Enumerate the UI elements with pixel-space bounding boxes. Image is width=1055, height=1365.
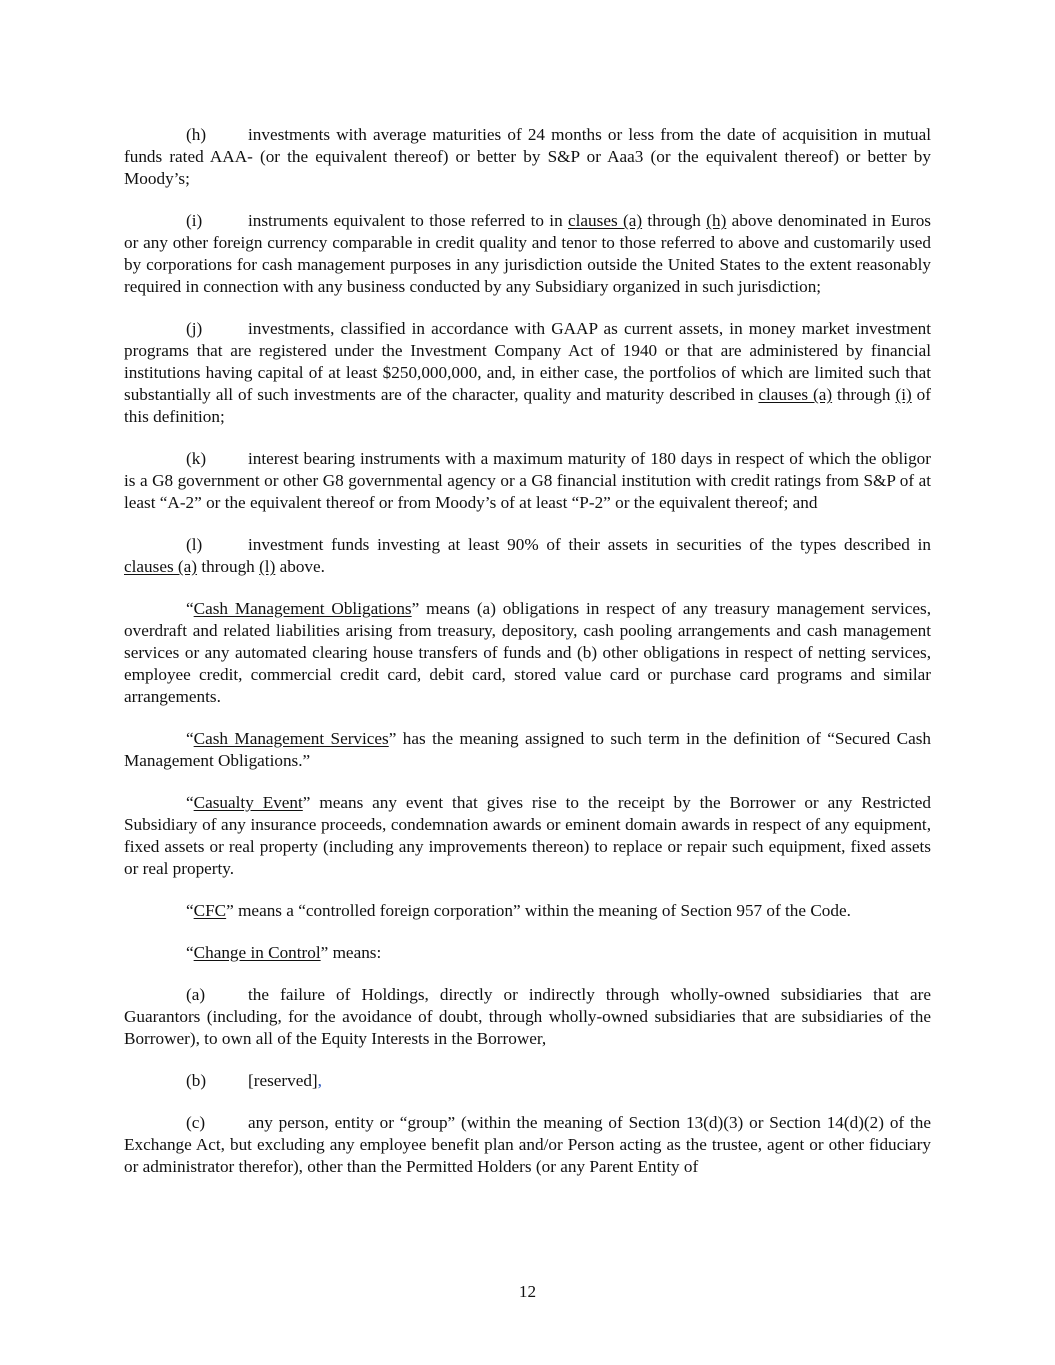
clause-text: above. xyxy=(275,557,325,576)
revision-mark: , xyxy=(317,1071,322,1090)
change-in-control-clause-a xyxy=(124,984,931,1050)
clause-text: instruments equivalent to those referred to in xyxy=(248,211,569,230)
clause-number: (a) xyxy=(186,985,206,1004)
open-quote: “ xyxy=(186,729,194,748)
defined-term: Change in Control xyxy=(193,943,321,962)
definition-text: ” means any event that gives rise to the receipt by the Borrower or any Restricted Subsidiary of any insurance proceeds, condemnation awards or eminent domain awards in respect of any equipment, fixed assets or real property (including any improvements thereon) to replace or repair such equipment, fixed assets or real property. xyxy=(124,793,931,878)
definition-text: ” has the meaning assigned to such term in the definition of “Secured Cash Management Obligations.” xyxy=(124,729,931,770)
clause-k xyxy=(124,448,931,514)
clause-number: (l) xyxy=(186,535,203,554)
definition-change-in-control xyxy=(124,942,931,964)
clause-text: investment funds investing at least 90% of their assets in securities of the types described in xyxy=(248,535,931,554)
cross-reference: (l) xyxy=(259,557,276,576)
clause-text: of this definition; xyxy=(124,385,932,426)
definition-text: ” means a “controlled foreign corporation” within the meaning of Section 957 of the Code. xyxy=(226,901,851,920)
definition-text: ” means: xyxy=(320,943,382,962)
clause-text: [reserved] xyxy=(248,1071,318,1090)
definition-cash-management-services xyxy=(124,728,931,772)
clause-text: through xyxy=(832,385,896,404)
document-page xyxy=(124,124,931,1198)
clause-l xyxy=(124,534,931,578)
cross-reference: clauses (a) xyxy=(758,385,833,404)
definition-cash-management-obligations xyxy=(124,598,931,708)
definition-text: ” means (a) obligations in respect of any treasury management services, overdraft and related liabilities arising from treasury, depository, cash pooling arrangements and cash management services or any automated clearing house transfers of funds and (b) other obligations in respect of netting services, employee credit, commercial credit card, debit card, stored value card or purchase card programs and similar arrangements. xyxy=(124,599,931,706)
open-quote: “ xyxy=(186,793,194,812)
clause-h xyxy=(124,124,931,190)
definition-casualty-event xyxy=(124,792,931,880)
clause-text: through xyxy=(197,557,260,576)
clause-text: any person, entity or “group” (within the meaning of Section 13(d)(3) or Section 14(d)(2) of the Exchange Act, but excluding any employee benefit plan and/or Person acting as the trustee, agent or other fiduciary or administrator therefor), other than the Permitted Holders (or any Parent Entity of xyxy=(124,1113,931,1176)
cross-reference: clauses (a) xyxy=(124,557,198,576)
open-quote: “ xyxy=(186,599,194,618)
defined-term: Cash Management Obligations xyxy=(193,599,412,618)
clause-number: (j) xyxy=(186,319,203,338)
cross-reference: clauses (a) xyxy=(568,211,643,230)
definition-cfc xyxy=(124,900,931,922)
defined-term: Casualty Event xyxy=(193,793,303,812)
defined-term: CFC xyxy=(193,901,227,920)
clause-number: (h) xyxy=(186,125,207,144)
clause-number: (k) xyxy=(186,449,207,468)
change-in-control-clause-b xyxy=(124,1070,931,1092)
clause-text: investments with average maturities of 24 months or less from the date of acquisition in mutual funds rated AAA- (or the equivalent thereof) or better by S&P or Aaa3 (or the equivalent thereof) or better by Moody’s; xyxy=(124,125,931,188)
open-quote: “ xyxy=(186,901,194,920)
clause-i xyxy=(124,210,931,298)
change-in-control-clause-c xyxy=(124,1112,931,1178)
cross-reference: (i) xyxy=(895,385,912,404)
cross-reference: (h) xyxy=(706,211,727,230)
clause-text: investments, classified in accordance with GAAP as current assets, in money market investment programs that are registered under the Investment Company Act of 1940 or that are administered by financial institutions having capital of at least $250,000,000, and, in either case, the portfolios of which are limited such that substantially all of such investments are of the character, quality and maturity described in xyxy=(124,319,931,404)
clause-number: (c) xyxy=(186,1113,206,1132)
clause-text: through xyxy=(642,211,707,230)
page-number: 12 xyxy=(518,1282,537,1301)
clause-text: interest bearing instruments with a maximum maturity of 180 days in respect of which the obligor is a G8 government or other G8 governmental agency or a G8 financial institution with credit ratings from S&P of at least “A-2” or the equivalent thereof or from Moody’s of at least “P-2” or the equivalent thereof; and xyxy=(124,449,931,512)
clause-number: (i) xyxy=(186,211,203,230)
open-quote: “ xyxy=(186,943,194,962)
clause-j xyxy=(124,318,931,428)
clause-text: above denominated in Euros or any other foreign currency comparable in credit quality and tenor to those referred to above and customarily used by corporations for cash management purposes in any jurisdiction outside the United States to the extent reasonably required in connection with any business conducted by any Subsidiary organized in such jurisdiction; xyxy=(124,211,931,296)
clause-number: (b) xyxy=(186,1071,207,1090)
clause-text: the failure of Holdings, directly or indirectly through wholly-owned subsidiaries that are Guarantors (including, for the avoidance of doubt, through wholly-owned subsidiaries that are subsidiaries of the Borrower), to own all of the Equity Interests in the Borrower, xyxy=(124,985,931,1048)
defined-term: Cash Management Services xyxy=(193,729,389,748)
